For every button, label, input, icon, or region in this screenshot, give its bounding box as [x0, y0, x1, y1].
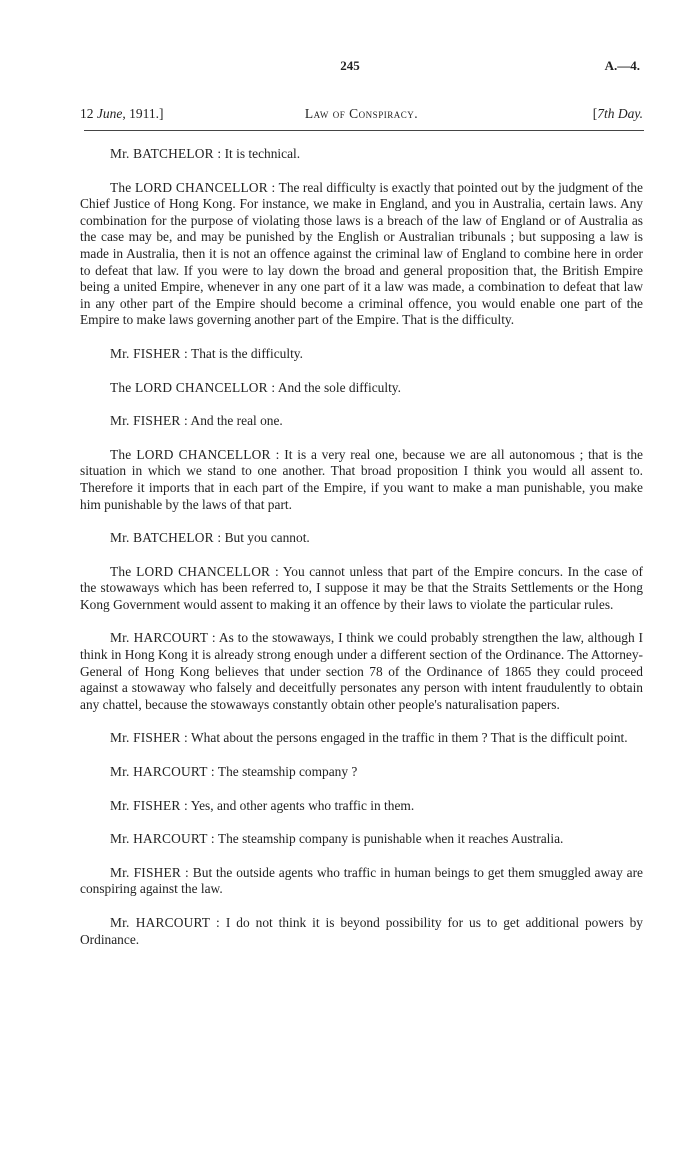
speaker-name: The LORD CHANCELLOR : — [110, 563, 279, 579]
speech-text: The steamship company is punishable when it reaches Australia. — [214, 831, 564, 847]
speaker-name: Mr. HARCOURT : — [110, 915, 220, 930]
document-reference: A.—4. — [604, 58, 640, 73]
speech-text: That is the difficulty. — [187, 345, 303, 361]
speaker-name: Mr. FISHER : — [110, 864, 189, 880]
speech-paragraph — [80, 730, 643, 747]
speech-text: I do not think it is beyond possibility for us to get additional powers by Ordinance. — [80, 915, 643, 947]
speech-paragraph — [80, 380, 643, 397]
running-head-day — [593, 106, 643, 122]
running-head-title: Law of Conspiracy. — [304, 106, 419, 121]
speech-paragraph — [80, 530, 643, 547]
speech-text: It is technical. — [221, 146, 301, 161]
speaker-name: The LORD CHANCELLOR : — [110, 179, 276, 195]
speech-paragraph — [80, 831, 643, 848]
speaker-name: The LORD CHANCELLOR : — [110, 446, 280, 462]
speaker-name: Mr. HARCOURT : — [110, 831, 215, 847]
speech-paragraph — [80, 146, 643, 163]
page-number: 245 — [340, 58, 360, 73]
speaker-name: Mr. BATCHELOR : — [110, 530, 222, 546]
date-month: June — [96, 106, 123, 121]
speaker-name: Mr. FISHER : — [110, 797, 188, 813]
speech-paragraph — [80, 180, 643, 329]
speech-paragraph — [80, 798, 643, 815]
speech-text: It is a very real one, because we are all autonomous ; that is the situation in which we stand to one another. That broad proposition I think you would all assent to. Therefore it imports that in each part of the Empire, if you want to make a man punishable, you make him punishable by the laws of that part. — [80, 446, 643, 512]
header-rule — [84, 130, 644, 131]
speech-paragraph — [80, 865, 643, 898]
speech-text: And the sole difficulty. — [275, 379, 401, 395]
speech-text: And the real one. — [187, 413, 283, 429]
speech-paragraph — [80, 764, 643, 781]
speaker-name: Mr. HARCOURT : — [110, 630, 216, 646]
speech-paragraph — [80, 346, 643, 363]
speech-text: The real difficulty is exactly that pointed out by the judgment of the Chief Justice of Hong Kong. For instance, we make in England, and you in Australia, certain laws. Any combination for the purpose of violating those laws is a breach of the law of England or of Australia as the case may be, and may be punished by the English or Australian tribunals ; but supposing a law is made in Australia, then it is not an offence against the criminal law of England to combine here in order to defeat that law. If you were to lay down the broad and general proposition that, the British Empire being a united Empire, whenever in any one part of it a law was made, a combination to defeat that law in any other part of the Empire should become a criminal offence, you would enable one part of the Empire to make laws governing another part of the Empire. That is the difficulty. — [80, 179, 644, 328]
speaker-name: Mr. FISHER : — [110, 413, 188, 429]
transcript-body — [80, 146, 643, 965]
date-year: , 1911.] — [122, 106, 164, 121]
speech-text: But you cannot. — [221, 530, 310, 546]
speech-text: Yes, and other agents who traffic in them. — [187, 797, 415, 813]
speech-paragraph — [80, 915, 643, 948]
speech-text: But the outside agents who traffic in human beings to get them smuggled away are conspiring against the law. — [80, 864, 643, 897]
speaker-name: Mr. FISHER : — [110, 345, 188, 361]
speech-paragraph — [80, 447, 643, 513]
speaker-name: Mr. HARCOURT : — [110, 764, 215, 780]
speech-paragraph — [80, 413, 643, 430]
speaker-name: Mr. BATCHELOR : — [110, 146, 222, 161]
speech-paragraph — [80, 564, 643, 614]
day-label: 7th Day. — [597, 106, 643, 121]
date-day: 12 — [80, 106, 97, 121]
speaker-name: The LORD CHANCELLOR : — [110, 379, 276, 395]
speech-text: What about the persons engaged in the traffic in them ? That is the difficult point. — [187, 730, 628, 746]
speaker-name: Mr. FISHER : — [110, 730, 188, 746]
day-bracket: [ — [592, 106, 598, 121]
speech-text: The steamship company ? — [214, 764, 358, 780]
speech-paragraph — [80, 630, 643, 713]
speech-text: You cannot unless that part of the Empire concurs. In the case of the stowaways which has been referred to, I suppose it may be that the Straits Settlements or the Hong Kong Government would assent to making it an offence by their laws to violate the particular rules. — [80, 563, 644, 612]
speech-text: As to the stowaways, I think we could probably strengthen the law, although I think in Hong Kong it is already strong enough under a different section of the Ordinance. The Attorney-General of Hong Kong believes that under section 78 of the Ordinance of 1865 they could proceed against a stowaway who falsely and deceitfully personates any person with intent fraudulently to obtain any chattel, because the stowaways constantly obtain other people's naturalisation papers. — [80, 630, 643, 712]
